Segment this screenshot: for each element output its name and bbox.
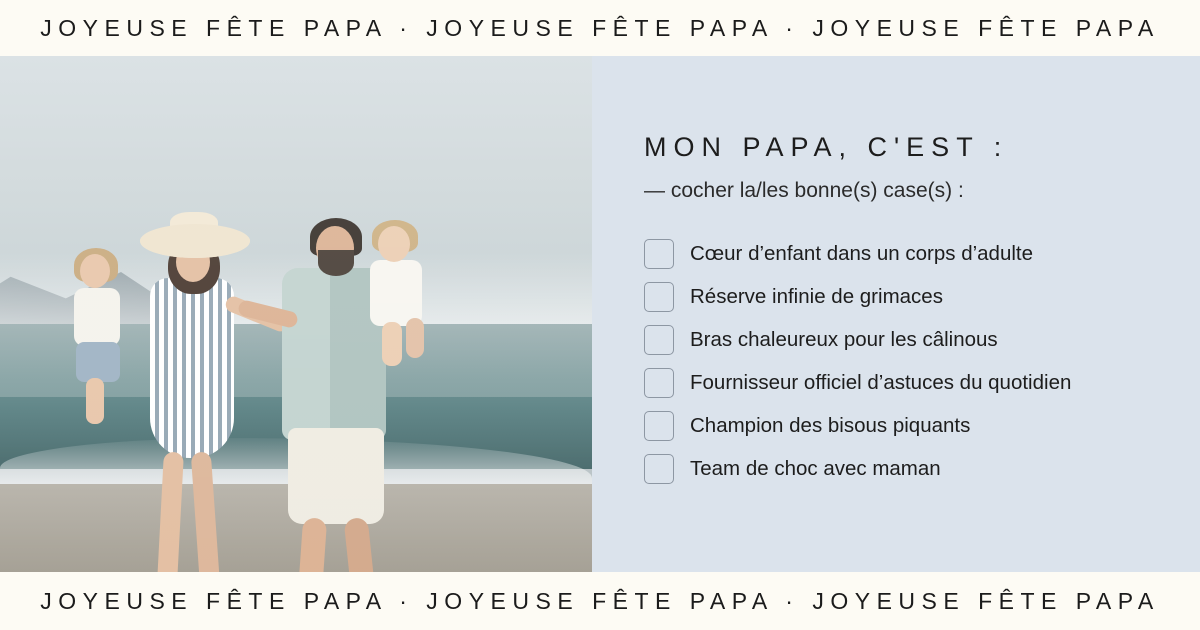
list-item-label: Bras chaleureux pour les câlinous xyxy=(690,327,998,351)
child-right-leg-left xyxy=(382,322,402,366)
checkbox-icon[interactable] xyxy=(644,325,674,355)
list-item[interactable] xyxy=(644,239,1166,269)
list-item-label: Réserve infinie de grimaces xyxy=(690,284,943,308)
checkbox-icon[interactable] xyxy=(644,239,674,269)
mother-sun-hat xyxy=(140,224,250,258)
child-left-body xyxy=(74,288,120,346)
child-left-leg xyxy=(86,378,104,424)
checklist-panel xyxy=(592,56,1200,572)
card-body xyxy=(0,56,1200,572)
list-item-label: Cœur d’enfant dans un corps d’adulte xyxy=(690,241,1034,265)
checkbox-icon[interactable] xyxy=(644,454,674,484)
list-item-label: Team de choc avec maman xyxy=(690,456,941,480)
child-left-head xyxy=(80,254,110,288)
list-item[interactable] xyxy=(644,454,1166,484)
checklist xyxy=(644,239,1166,484)
child-right-head xyxy=(378,226,410,262)
panel-title: MON PAPA, C'EST : xyxy=(644,132,1009,162)
child-left-shorts xyxy=(76,342,120,382)
list-item-label: Champion des bisous piquants xyxy=(690,413,971,437)
father-beard xyxy=(318,250,354,276)
list-item[interactable] xyxy=(644,368,1166,398)
list-item-label: Fournisseur officiel d’astuces du quotidien xyxy=(690,370,1072,394)
family-beach-photo xyxy=(0,56,592,572)
father-shorts xyxy=(288,428,384,524)
list-item[interactable] xyxy=(644,282,1166,312)
checkbox-icon[interactable] xyxy=(644,368,674,398)
panel-subtitle: — cocher la/les bonne(s) case(s) : xyxy=(644,179,964,202)
top-banner: JOYEUSE FÊTE PAPA · JOYEUSE FÊTE PAPA · JOYEUSE FÊTE PAPA xyxy=(40,14,1160,41)
child-right-body xyxy=(370,260,422,326)
bottom-banner: JOYEUSE FÊTE PAPA · JOYEUSE FÊTE PAPA · JOYEUSE FÊTE PAPA xyxy=(40,587,1160,614)
checkbox-icon[interactable] xyxy=(644,282,674,312)
list-item[interactable] xyxy=(644,325,1166,355)
list-item[interactable] xyxy=(644,411,1166,441)
mother-dress xyxy=(150,278,234,458)
checkbox-icon[interactable] xyxy=(644,411,674,441)
child-right-leg-right xyxy=(406,318,424,358)
